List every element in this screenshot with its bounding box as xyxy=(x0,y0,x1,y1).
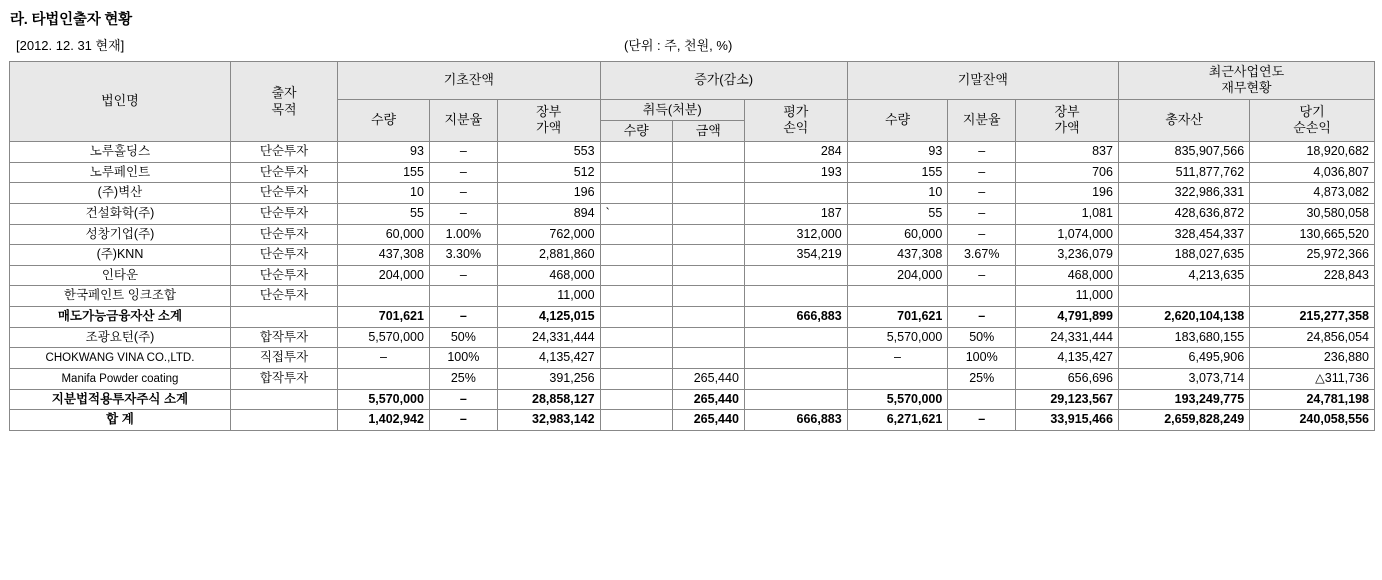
cell-total-assets: 2,620,104,138 xyxy=(1118,307,1249,328)
col-net-income xyxy=(1250,99,1375,142)
cell-beg-book-value: 512 xyxy=(497,162,600,183)
cell-end-ratio: – xyxy=(948,142,1016,163)
table-row xyxy=(10,162,1375,183)
cell-purpose: 단순투자 xyxy=(230,286,337,307)
cell-end-book-value: 11,000 xyxy=(1016,286,1119,307)
cell-beg-qty: 701,621 xyxy=(338,307,430,328)
cell-entity-name: 노루페인트 xyxy=(10,162,231,183)
as-of-date: [2012. 12. 31 현재] xyxy=(16,38,125,53)
cell-total-assets xyxy=(1118,286,1249,307)
cell-valuation-pl: 666,883 xyxy=(744,307,847,328)
col-end-ratio: 지분율 xyxy=(948,99,1016,142)
col-end-qty: 수량 xyxy=(847,99,948,142)
cell-entity-name: CHOKWANG VINA CO.,LTD. xyxy=(10,348,231,369)
table-row xyxy=(10,265,1375,286)
cell-total-assets: 3,073,714 xyxy=(1118,368,1249,389)
cell-total-assets: 511,877,762 xyxy=(1118,162,1249,183)
cell-beg-book-value: 32,983,142 xyxy=(497,410,600,431)
cell-purpose: 합작투자 xyxy=(230,327,337,348)
table-row xyxy=(10,327,1375,348)
cell-beg-ratio: – xyxy=(429,183,497,204)
col-recent-financials xyxy=(1118,62,1374,100)
cell-net-income: 4,036,807 xyxy=(1250,162,1375,183)
cell-beg-book-value: 196 xyxy=(497,183,600,204)
cell-acq-qty xyxy=(600,224,672,245)
col-beg-ratio: 지분율 xyxy=(429,99,497,142)
cell-valuation-pl: 187 xyxy=(744,203,847,224)
subtitle-row xyxy=(8,35,1374,55)
col-beg-book-line2: 가액 xyxy=(536,120,562,136)
cell-beg-ratio: – xyxy=(429,307,497,328)
cell-acq-amount xyxy=(672,142,744,163)
table-header xyxy=(10,62,1375,142)
cell-purpose: 단순투자 xyxy=(230,265,337,286)
col-recent-line1: 최근사업연도 xyxy=(1208,64,1285,79)
col-purpose-line1: 출자 xyxy=(271,85,297,101)
cell-beg-ratio: – xyxy=(429,265,497,286)
cell-net-income xyxy=(1250,286,1375,307)
cell-entity-name: 지분법적용투자주식 소계 xyxy=(10,389,231,410)
col-beginning-balance: 기초잔액 xyxy=(338,62,600,100)
cell-end-ratio: – xyxy=(948,162,1016,183)
cell-end-book-value: 1,081 xyxy=(1016,203,1119,224)
col-valuation-line1: 평가 xyxy=(783,104,809,119)
table-row xyxy=(10,142,1375,163)
cell-purpose: 직접투자 xyxy=(230,348,337,369)
header-row-1 xyxy=(10,62,1375,100)
cell-valuation-pl: 666,883 xyxy=(744,410,847,431)
cell-acq-amount: 265,440 xyxy=(672,410,744,431)
cell-purpose xyxy=(230,389,337,410)
cell-acq-amount xyxy=(672,224,744,245)
table-row xyxy=(10,368,1375,389)
cell-valuation-pl xyxy=(744,286,847,307)
cell-beg-qty xyxy=(338,286,430,307)
cell-purpose: 단순투자 xyxy=(230,142,337,163)
cell-acq-qty xyxy=(600,183,672,204)
cell-entity-name: 성창기업(주) xyxy=(10,224,231,245)
cell-net-income: 240,058,556 xyxy=(1250,410,1375,431)
cell-acq-qty xyxy=(600,348,672,369)
cell-end-qty: 5,570,000 xyxy=(847,327,948,348)
table-row xyxy=(10,203,1375,224)
cell-end-qty: 55 xyxy=(847,203,948,224)
cell-acq-qty xyxy=(600,142,672,163)
cell-entity-name: 건설화학(주) xyxy=(10,203,231,224)
cell-beg-qty: 60,000 xyxy=(338,224,430,245)
cell-net-income: 215,277,358 xyxy=(1250,307,1375,328)
cell-end-book-value: 3,236,079 xyxy=(1016,245,1119,266)
investment-table xyxy=(9,61,1375,431)
cell-acq-qty xyxy=(600,327,672,348)
cell-acq-amount xyxy=(672,203,744,224)
cell-end-qty: 6,271,621 xyxy=(847,410,948,431)
cell-beg-book-value: 2,881,860 xyxy=(497,245,600,266)
table-row xyxy=(10,348,1375,369)
cell-total-assets: 2,659,828,249 xyxy=(1118,410,1249,431)
cell-beg-book-value: 553 xyxy=(497,142,600,163)
col-recent-line2: 재무현황 xyxy=(1221,80,1272,96)
cell-valuation-pl: 193 xyxy=(744,162,847,183)
cell-beg-qty xyxy=(338,368,430,389)
cell-beg-qty: 204,000 xyxy=(338,265,430,286)
col-acq-amount: 금액 xyxy=(672,120,744,141)
cell-net-income: 236,880 xyxy=(1250,348,1375,369)
cell-acq-qty xyxy=(600,162,672,183)
cell-purpose xyxy=(230,307,337,328)
cell-purpose xyxy=(230,410,337,431)
cell-total-assets: 188,027,635 xyxy=(1118,245,1249,266)
cell-purpose: 합작투자 xyxy=(230,368,337,389)
cell-end-qty: 701,621 xyxy=(847,307,948,328)
col-valuation-pl xyxy=(744,99,847,142)
cell-valuation-pl xyxy=(744,265,847,286)
table-body xyxy=(10,142,1375,431)
cell-end-book-value: 33,915,466 xyxy=(1016,410,1119,431)
cell-beg-ratio: – xyxy=(429,142,497,163)
cell-beg-book-value: 468,000 xyxy=(497,265,600,286)
cell-entity-name: 조광요턴(주) xyxy=(10,327,231,348)
cell-acq-amount xyxy=(672,348,744,369)
cell-purpose: 단순투자 xyxy=(230,183,337,204)
col-beg-book-line1: 장부 xyxy=(536,104,562,119)
col-end-book-line1: 장부 xyxy=(1054,104,1080,119)
cell-net-income: 228,843 xyxy=(1250,265,1375,286)
cell-total-assets: 183,680,155 xyxy=(1118,327,1249,348)
cell-acq-amount xyxy=(672,162,744,183)
cell-beg-ratio: 25% xyxy=(429,368,497,389)
cell-beg-qty: 437,308 xyxy=(338,245,430,266)
cell-valuation-pl: 312,000 xyxy=(744,224,847,245)
table-row xyxy=(10,224,1375,245)
cell-acq-amount: 265,440 xyxy=(672,368,744,389)
col-purpose xyxy=(230,62,337,142)
col-change: 증가(감소) xyxy=(600,62,847,100)
cell-end-ratio: 25% xyxy=(948,368,1016,389)
cell-valuation-pl: 284 xyxy=(744,142,847,163)
cell-end-book-value: 468,000 xyxy=(1016,265,1119,286)
cell-valuation-pl xyxy=(744,327,847,348)
cell-beg-qty: 5,570,000 xyxy=(338,389,430,410)
cell-beg-book-value: 762,000 xyxy=(497,224,600,245)
col-net-income-line1: 당기 xyxy=(1299,104,1325,119)
cell-acq-amount xyxy=(672,183,744,204)
cell-valuation-pl xyxy=(744,183,847,204)
cell-end-qty: – xyxy=(847,348,948,369)
col-end-book-value xyxy=(1016,99,1119,142)
cell-beg-ratio: 1.00% xyxy=(429,224,497,245)
cell-end-ratio: – xyxy=(948,410,1016,431)
cell-beg-qty: 10 xyxy=(338,183,430,204)
cell-beg-qty: 55 xyxy=(338,203,430,224)
cell-purpose: 단순투자 xyxy=(230,245,337,266)
unit-note: (단위 : 주, 천원, %) xyxy=(624,38,733,53)
cell-total-assets: 6,495,906 xyxy=(1118,348,1249,369)
col-acq-qty: 수량 xyxy=(600,120,672,141)
cell-total-assets: 193,249,775 xyxy=(1118,389,1249,410)
cell-end-book-value: 24,331,444 xyxy=(1016,327,1119,348)
cell-acq-qty xyxy=(600,265,672,286)
cell-total-assets: 4,213,635 xyxy=(1118,265,1249,286)
cell-purpose: 단순투자 xyxy=(230,203,337,224)
cell-beg-ratio: 100% xyxy=(429,348,497,369)
cell-end-qty xyxy=(847,286,948,307)
cell-end-ratio: – xyxy=(948,265,1016,286)
table-row xyxy=(10,307,1375,328)
cell-net-income: 30,580,058 xyxy=(1250,203,1375,224)
cell-entity-name: 합 계 xyxy=(10,410,231,431)
cell-end-ratio: – xyxy=(948,183,1016,204)
page-title: 라. 타법인출자 현황 xyxy=(10,12,132,28)
cell-beg-ratio: – xyxy=(429,389,497,410)
cell-purpose: 단순투자 xyxy=(230,162,337,183)
cell-beg-book-value: 4,135,427 xyxy=(497,348,600,369)
cell-acq-qty xyxy=(600,245,672,266)
cell-valuation-pl xyxy=(744,348,847,369)
cell-valuation-pl xyxy=(744,389,847,410)
cell-beg-book-value: 391,256 xyxy=(497,368,600,389)
cell-beg-ratio: – xyxy=(429,162,497,183)
cell-net-income: 24,781,198 xyxy=(1250,389,1375,410)
cell-acq-amount xyxy=(672,245,744,266)
cell-beg-book-value: 11,000 xyxy=(497,286,600,307)
col-valuation-line2: 손익 xyxy=(783,120,809,136)
cell-purpose: 단순투자 xyxy=(230,224,337,245)
cell-end-book-value: 656,696 xyxy=(1016,368,1119,389)
cell-beg-qty: – xyxy=(338,348,430,369)
table-row xyxy=(10,389,1375,410)
cell-beg-ratio: 50% xyxy=(429,327,497,348)
col-net-income-line2: 순손익 xyxy=(1293,120,1331,136)
cell-end-qty: 155 xyxy=(847,162,948,183)
cell-end-book-value: 4,135,427 xyxy=(1016,348,1119,369)
cell-acq-qty: ` xyxy=(600,203,672,224)
cell-net-income: △311,736 xyxy=(1250,368,1375,389)
cell-beg-book-value: 4,125,015 xyxy=(497,307,600,328)
cell-entity-name: Manifa Powder coating xyxy=(10,368,231,389)
cell-beg-ratio: – xyxy=(429,410,497,431)
cell-acq-qty xyxy=(600,286,672,307)
col-entity: 법인명 xyxy=(10,62,231,142)
cell-acq-qty xyxy=(600,389,672,410)
cell-end-ratio: – xyxy=(948,307,1016,328)
cell-beg-qty: 5,570,000 xyxy=(338,327,430,348)
cell-end-qty: 204,000 xyxy=(847,265,948,286)
col-ending-balance: 기말잔액 xyxy=(847,62,1118,100)
cell-beg-book-value: 28,858,127 xyxy=(497,389,600,410)
table-row xyxy=(10,286,1375,307)
cell-entity-name: 인타운 xyxy=(10,265,231,286)
cell-end-qty: 93 xyxy=(847,142,948,163)
cell-end-book-value: 4,791,899 xyxy=(1016,307,1119,328)
col-total-assets: 총자산 xyxy=(1118,99,1249,142)
cell-beg-ratio: 3.30% xyxy=(429,245,497,266)
cell-acq-amount xyxy=(672,327,744,348)
cell-end-qty: 60,000 xyxy=(847,224,948,245)
cell-entity-name: (주)벽산 xyxy=(10,183,231,204)
cell-beg-ratio xyxy=(429,286,497,307)
cell-beg-qty: 155 xyxy=(338,162,430,183)
cell-net-income: 25,972,366 xyxy=(1250,245,1375,266)
cell-acq-amount xyxy=(672,307,744,328)
cell-end-ratio: 50% xyxy=(948,327,1016,348)
cell-end-book-value: 29,123,567 xyxy=(1016,389,1119,410)
cell-end-ratio: 100% xyxy=(948,348,1016,369)
cell-entity-name: 노루홀딩스 xyxy=(10,142,231,163)
cell-valuation-pl: 354,219 xyxy=(744,245,847,266)
cell-net-income: 4,873,082 xyxy=(1250,183,1375,204)
cell-end-ratio: 3.67% xyxy=(948,245,1016,266)
cell-acq-qty xyxy=(600,307,672,328)
col-end-book-line2: 가액 xyxy=(1054,120,1080,136)
cell-acq-amount xyxy=(672,286,744,307)
col-purpose-line2: 목적 xyxy=(271,101,297,117)
cell-end-book-value: 1,074,000 xyxy=(1016,224,1119,245)
cell-beg-book-value: 24,331,444 xyxy=(497,327,600,348)
cell-end-ratio xyxy=(948,286,1016,307)
cell-total-assets: 322,986,331 xyxy=(1118,183,1249,204)
cell-net-income: 130,665,520 xyxy=(1250,224,1375,245)
cell-end-qty: 5,570,000 xyxy=(847,389,948,410)
cell-beg-book-value: 894 xyxy=(497,203,600,224)
cell-valuation-pl xyxy=(744,368,847,389)
cell-beg-qty: 93 xyxy=(338,142,430,163)
cell-acq-amount: 265,440 xyxy=(672,389,744,410)
cell-end-book-value: 706 xyxy=(1016,162,1119,183)
table-row xyxy=(10,410,1375,431)
cell-end-ratio: – xyxy=(948,224,1016,245)
cell-end-qty: 437,308 xyxy=(847,245,948,266)
cell-end-qty: 10 xyxy=(847,183,948,204)
cell-end-book-value: 837 xyxy=(1016,142,1119,163)
cell-entity-name: 한국페인트 잉크조합 xyxy=(10,286,231,307)
cell-end-book-value: 196 xyxy=(1016,183,1119,204)
col-beg-qty: 수량 xyxy=(338,99,430,142)
col-beg-book-value xyxy=(497,99,600,142)
cell-entity-name: (주)KNN xyxy=(10,245,231,266)
cell-total-assets: 428,636,872 xyxy=(1118,203,1249,224)
table-row xyxy=(10,245,1375,266)
cell-acq-qty xyxy=(600,410,672,431)
cell-net-income: 24,856,054 xyxy=(1250,327,1375,348)
cell-entity-name: 매도가능금융자산 소계 xyxy=(10,307,231,328)
cell-beg-ratio: – xyxy=(429,203,497,224)
cell-beg-qty: 1,402,942 xyxy=(338,410,430,431)
cell-total-assets: 835,907,566 xyxy=(1118,142,1249,163)
cell-acq-amount xyxy=(672,265,744,286)
cell-end-qty xyxy=(847,368,948,389)
cell-end-ratio: – xyxy=(948,203,1016,224)
cell-acq-qty xyxy=(600,368,672,389)
cell-total-assets: 328,454,337 xyxy=(1118,224,1249,245)
cell-net-income: 18,920,682 xyxy=(1250,142,1375,163)
table-row xyxy=(10,183,1375,204)
col-acquisition: 취득(처분) xyxy=(600,99,744,120)
cell-end-ratio xyxy=(948,389,1016,410)
